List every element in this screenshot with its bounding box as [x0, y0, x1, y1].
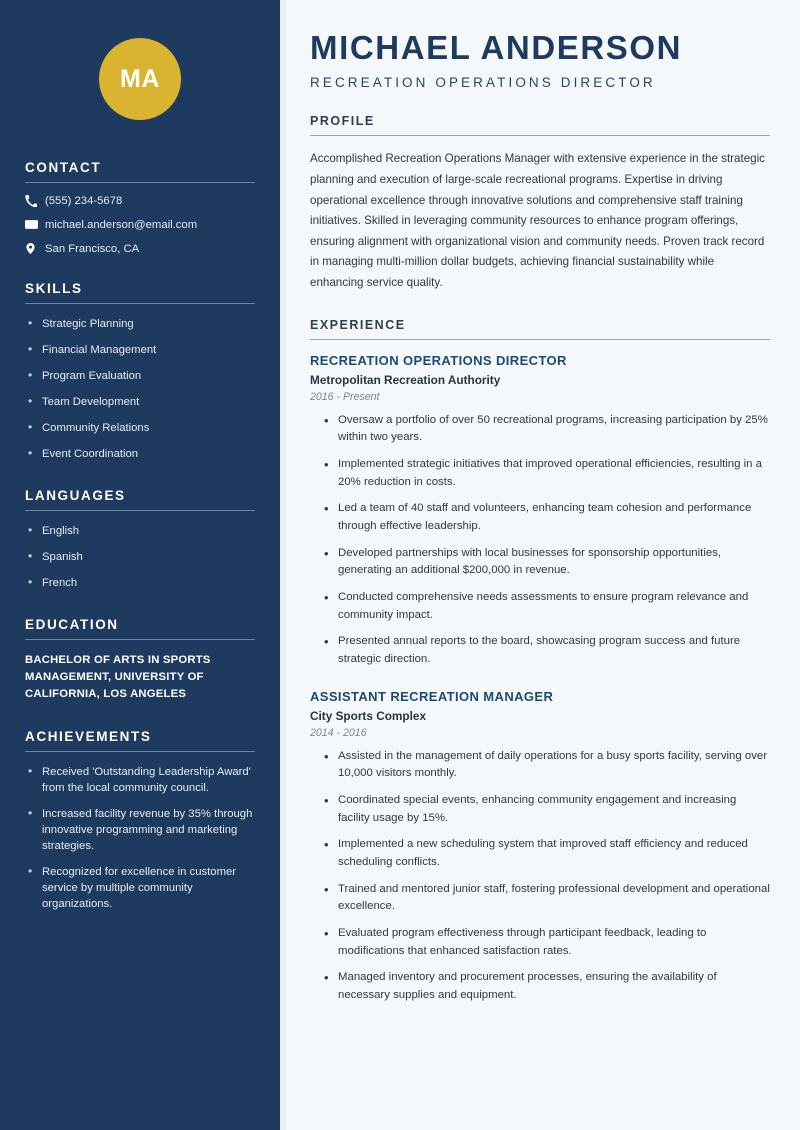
- contact-row-phone[interactable]: [25, 195, 255, 207]
- list-item: • Coordinated special events, enhancing community engagement and increasing facility usage by 15%.: [324, 792, 770, 827]
- contact-location-value: San Francisco, CA: [45, 242, 140, 255]
- list-item: • Trained and mentored junior staff, fostering professional development and operational excellence.: [324, 881, 770, 916]
- experience-role: ASSISTANT RECREATION MANAGER: [310, 688, 554, 704]
- experience-bullets: [310, 412, 770, 669]
- list-item: • Led a team of 40 staff and volunteers, enhancing team cohesion and performance through effective leadership.: [324, 500, 770, 535]
- list-item: • Financial Management: [25, 342, 255, 358]
- education-entry: BACHELOR OF ARTS IN SPORTS MANAGEMENT, UNIVERSITY OF CALIFORNIA, LOS ANGELES: [25, 654, 211, 701]
- contact-row-email[interactable]: [25, 218, 255, 231]
- sidebar-edge-strip: [280, 0, 286, 1130]
- list-item: • Team Development: [25, 394, 255, 410]
- list-item: • Conducted comprehensive needs assessments to ensure program relevance and community impact.: [324, 589, 770, 624]
- location-pin-icon: [25, 242, 45, 255]
- contact-email-value: michael.anderson@email.com: [45, 218, 198, 231]
- list-item: • Spanish: [25, 549, 255, 565]
- education-heading: EDUCATION: [25, 617, 119, 633]
- avatar: MA: [99, 38, 181, 120]
- list-item: • Developed partnerships with local businesses for sponsorship opportunities, generating an additional $200,000 in revenue.: [324, 545, 770, 580]
- list-item: • English: [25, 523, 255, 539]
- list-item: • French: [25, 575, 255, 591]
- profile-heading: PROFILE: [310, 114, 375, 129]
- phone-icon: [25, 195, 45, 207]
- experience-divider: [310, 339, 770, 340]
- list-item: • Recognized for excellence in customer service by multiple community organizations.: [25, 864, 255, 912]
- list-item: • Oversaw a portfolio of over 50 recreational programs, increasing participation by 25% within two years.: [324, 412, 770, 447]
- list-item: • Event Coordination: [25, 446, 255, 462]
- sidebar-section-contact: [25, 160, 255, 255]
- main-content: [280, 0, 800, 1130]
- list-item: • Presented annual reports to the board, showcasing program success and future strategic direction.: [324, 633, 770, 668]
- contact-heading: CONTACT: [25, 160, 102, 175]
- list-item: • Assisted in the management of daily operations for a busy sports facility, serving over 10,000 visitors monthly.: [324, 748, 770, 783]
- list-item: • Strategic Planning: [25, 316, 255, 332]
- experience-entry: [310, 689, 770, 1005]
- list-item: • Program Evaluation: [25, 368, 255, 384]
- experience-role: RECREATION OPERATIONS DIRECTOR: [310, 352, 567, 368]
- experience-dates: 2014 - 2016: [310, 726, 367, 739]
- sidebar-section-education: [25, 617, 255, 703]
- sidebar: [0, 0, 280, 1130]
- languages-divider: [25, 510, 255, 511]
- experience-bullets: [310, 748, 770, 1005]
- list-item: • Received 'Outstanding Leadership Award' from the local community council.: [25, 764, 255, 796]
- languages-list: [25, 523, 255, 591]
- list-item: • Implemented strategic initiatives that improved operational efficiencies, resulting in a 20% reduction in costs.: [324, 456, 770, 491]
- sidebar-section-achievements: [25, 729, 255, 912]
- sidebar-section-skills: [25, 281, 255, 462]
- list-item: • Increased facility revenue by 35% through innovative programming and marketing strategies.: [25, 806, 255, 854]
- profile-text: Accomplished Recreation Operations Manager with extensive experience in the strategic planning and execution of large-scale recreational programs. Expertise in driving operational excellence through innovative solutions and comprehensive staff training initiatives. Skilled in leveraging community resources to enhance program offerings, ensuring alignment with organizational vision and community needs. Proven track record in managing multi-million dollar budgets, achieving financial sustainability while enhancing service quality.: [310, 152, 765, 290]
- page-title: MICHAEL ANDERSON: [310, 29, 683, 66]
- contact-row-location[interactable]: [25, 242, 255, 255]
- section-experience: [310, 318, 770, 1005]
- achievements-divider: [25, 751, 255, 752]
- sidebar-section-languages: [25, 488, 255, 591]
- achievements-heading: ACHIEVEMENTS: [25, 729, 152, 745]
- skills-heading: SKILLS: [25, 281, 83, 296]
- contact-divider: [25, 182, 255, 183]
- list-item: • Community Relations: [25, 420, 255, 436]
- avatar-container: [25, 0, 255, 160]
- skills-divider: [25, 303, 255, 304]
- profile-divider: [310, 135, 770, 136]
- professional-title: RECREATION OPERATIONS DIRECTOR: [310, 75, 656, 91]
- envelope-icon: [25, 218, 45, 231]
- section-profile: [310, 114, 770, 293]
- list-item: • Implemented a new scheduling system that improved staff efficiency and reduced scheduling conflicts.: [324, 836, 770, 871]
- languages-heading: LANGUAGES: [25, 488, 126, 504]
- experience-company: Metropolitan Recreation Authority: [310, 372, 501, 387]
- list-item: • Managed inventory and procurement processes, ensuring the availability of necessary supplies and equipment.: [324, 969, 770, 1004]
- education-divider: [25, 639, 255, 640]
- experience-dates: 2016 - Present: [310, 390, 380, 403]
- achievements-list: [25, 764, 255, 912]
- contact-phone-value: (555) 234-5678: [45, 195, 123, 207]
- experience-heading: EXPERIENCE: [310, 317, 406, 332]
- experience-entry: [310, 353, 770, 669]
- experience-company: City Sports Complex: [310, 708, 427, 723]
- list-item: • Evaluated program effectiveness through participant feedback, leading to modifications that enhanced satisfaction rates.: [324, 925, 770, 960]
- skills-list: [25, 316, 255, 462]
